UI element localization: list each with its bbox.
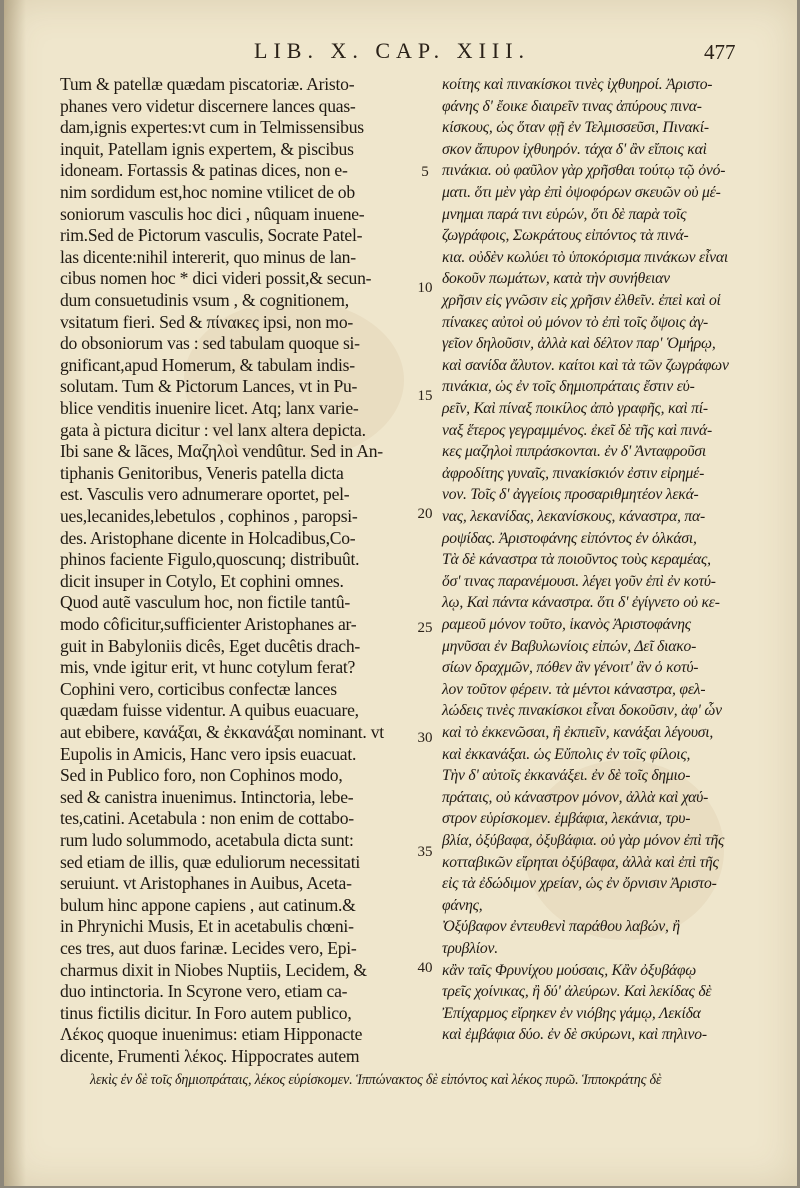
latin-text-line: dicit insuper in Cotylo, Et cophini omnes. xyxy=(60,570,344,591)
greek-text-line: μνημαι παρά τινι εὑρών, ὅτι δὲ παρὰ τοῖς xyxy=(442,205,687,223)
greek-text-line: ἀφροδίτης γυναῖς, πινακίσκιόν ἐστιν εἰρημέ- xyxy=(442,464,705,482)
latin-text-line: idoneam. Fortassis & patinas dices, non e- xyxy=(60,160,348,181)
latin-text-line: charmus dixit in Niobes Nuptiis, Lecidem, & xyxy=(60,959,367,980)
latin-text-line: phanes vero videtur discernere lances quas- xyxy=(60,95,356,116)
greek-text-line: ραμεοῦ μόνον τοῦτο, ἱκανὸς Ἀριστοφάνης xyxy=(442,616,691,633)
binding-shadow xyxy=(4,0,26,1186)
latin-text-line: dam,ignis expertes:vt cum in Telmissensibus xyxy=(60,117,364,138)
footer-line: λεκὶς ἐν δὲ τοῖς δημιοπράταις, λέκος εὑρίσκομεν. Ἱππώνακτος δὲ εἰπόντος καὶ λέκος πυρῶ. Ἱπποκράτης δὲ xyxy=(90,1072,662,1088)
latin-text-line: ues,lecanides,lebetulos , cophinos , paropsi- xyxy=(60,506,358,526)
latin-text-line: bulum hinc appone capiens , aut catinum.& xyxy=(60,894,356,915)
latin-text-line: vsitatum fieri. Sed & πίνακες ipsi, non mo- xyxy=(60,311,353,332)
latin-text-line: quædam fuisse videntur. A quibus euacuare, xyxy=(60,700,359,721)
latin-text-line: Λέκος quoque inuenimus: etiam Hipponacte xyxy=(60,1024,363,1045)
greek-text-line: σκον ἄπυρον ἰχθυηρόν. τάχα δ' ἂν εἴποις καὶ xyxy=(442,140,707,158)
latin-text-line: guit in Babyloniis dicês, Eget ducêtis drach- xyxy=(60,635,360,656)
greek-text-line: χρῆσιν εἰς γνῶσιν εἰς χρῆσιν ἐλθεῖν. ἐπεὶ καὶ οἱ xyxy=(442,292,721,309)
greek-text-line: Ἐπίχαρμος εἴρηκεν ἐν νιόβης γάμῳ, Λεκίδα xyxy=(442,1004,701,1022)
latin-text-line: in Phrynichi Musis, Et in acetabulis chœni- xyxy=(60,916,354,937)
greek-text-line: ρεῖν, Καὶ πίναξ ποικίλος ἀπὸ γραφῆς, καὶ πί- xyxy=(442,400,708,417)
latin-text-line: sed & canistra inuenimus. Intinctoria, lebe- xyxy=(60,786,354,807)
greek-text-line: φάνης, xyxy=(442,896,483,914)
latin-text-line: tinus fictilis dicitur. In Foro autem publico, xyxy=(60,1002,352,1023)
latin-text-line: seruiunt. vt Aristophanes in Auibus, Aceta- xyxy=(60,873,352,894)
line-number: 20 xyxy=(417,506,433,522)
greek-text-line: μηνῦσαι ἐν Βαβυλωνίοις εἰπών, Δεῖ διακο- xyxy=(442,637,697,655)
latin-text-line: gnificant,apud Homerum, & tabulam indis- xyxy=(60,354,355,375)
latin-text-line: Ibi sane & lãces, Μαζηλοὶ vendûtur. Sed in An- xyxy=(60,441,383,462)
greek-text-line: πινάκια, ὡς ἐν τοῖς δημιοπράταις ἔστιν εὑ- xyxy=(442,378,695,396)
line-number: 25 xyxy=(417,620,433,636)
greek-text-line: λῳ, Καὶ πάντα κάναστρα. ὅτι δ' ἐγίγνετο οὐ κε- xyxy=(442,594,720,612)
greek-text-line: Τὴν δ' αὐτοῖς ἐκκανάξει. ἐν δὲ τοῖς δημιο- xyxy=(442,767,691,785)
greek-text-line: δοκοῦν πωμάτων, κατὰ τὴν συνήθειαν xyxy=(442,270,670,288)
greek-text-line: νας, λεκανίδας, λεκανίσκους, κάναστρα, πα- xyxy=(442,508,705,525)
greek-text-line: ροψίδας. Ἀριστοφάνης εἰπόντος ἐν ὁλκάσι, xyxy=(442,529,697,547)
latin-text-line: Sed in Publico foro, non Cophinos modo, xyxy=(60,765,343,786)
page-number: 477 xyxy=(704,40,736,64)
book-page xyxy=(4,0,797,1186)
greek-text-line: σίων δραχμῶν, πόθεν ἂν γένοιτ' ἂν ὁ κοτύ- xyxy=(442,659,699,677)
greek-text-line: εἰς τὰ ἐδώδιμον χρείαν, ὡς ἐν ὄρνισιν Ἀριστο- xyxy=(442,875,717,893)
greek-text-line: τρεῖς χοίνικας, ἢ δύ' ἀλεύρων. Καὶ λεκίδας δὲ xyxy=(442,983,712,1001)
greek-text-line: βλία, ὀξύβαφα, ὀξυβάφια. οὐ γὰρ μόνον ἐπὶ τῆς xyxy=(442,832,725,849)
latin-text-line: Quod autẽ vasculum hoc, non fictile tantû- xyxy=(60,592,350,613)
line-number: 5 xyxy=(421,164,429,180)
latin-text-line: rim.Sed de Pictorum vasculis, Socrate Patel- xyxy=(60,225,363,246)
greek-text-line: ναξ ἕτερος γεγραμμένος. ἐκεῖ δὲ τῆς καὶ πινά- xyxy=(442,421,712,439)
latin-text-line: aut ebibere, κανάξαι, & ἐκκανάξαι nominant. vt xyxy=(60,722,384,742)
latin-text-line: ces tres, aut duos farinæ. Lecides vero, Epi- xyxy=(60,938,357,958)
greek-text-line: καὶ σανίδα ἄλυτον. καίτοι καὶ τὰ τῶν ζωγράφων xyxy=(442,356,729,374)
greek-text-line: φάνης δ' ἔοικε διαιρεῖν τινας ἀπύρους πινα- xyxy=(442,97,702,115)
greek-text-line: κες μαζηλοὶ πιπράσκονται. ἐν δ' Ἀνταφροῦσι xyxy=(442,443,706,461)
latin-text-line: rum ludo solummodo, acetabula dicta sunt: xyxy=(60,830,354,850)
greek-text-line: καὶ ἐμβάφια δύο. ἐν δὲ σκύρωνι, καὶ πηλινο- xyxy=(442,1026,707,1044)
latin-text-line: inquit, Patellam ignis expertem, & piscibus xyxy=(60,138,354,159)
greek-text-line: λώδεις τινὲς πινακίσκοι εἶναι δοκοῦσιν, ἀφ' ὧν xyxy=(442,702,722,720)
latin-text-line: tiphanis Genitoribus, Veneris patella dicta xyxy=(60,462,344,483)
latin-text-line: Eupolis in Amicis, Hanc vero ipsis euacuat. xyxy=(60,743,357,764)
line-number: 15 xyxy=(417,388,433,404)
latin-text-line: des. Aristophane dicente in Holcadibus,Co- xyxy=(60,527,356,548)
latin-text-line: modo côficitur,sufficienter Aristophanes ar- xyxy=(60,614,357,634)
greek-text-line: τρυβλίον. xyxy=(442,940,498,957)
latin-text-line: nim sordidum est,hoc nomine vtilicet de ob xyxy=(60,182,355,202)
latin-text-line: Cophini vero, corticibus confectæ lances xyxy=(60,678,337,699)
greek-text-line: λον τοῦτον φέρειν. τὰ μέντοι κάναστρα, φελ- xyxy=(442,680,706,698)
latin-text-line: dum consuetudinis vsum , & cognitionem, xyxy=(60,290,349,310)
greek-text-line: στρον εὑρίσκομεν. ἐμβάφια, λεκάνια, τρυ- xyxy=(442,810,691,828)
greek-text-line: πίνακες αὐτοὶ οὐ μόνον τὸ ἐπὶ τοῖς ὄψοις ἀγ- xyxy=(442,313,709,331)
line-number: 10 xyxy=(417,280,433,296)
latin-text-line: cibus nomen hoc * dici videri possit,& secun- xyxy=(60,268,372,289)
greek-text-line: νον. Τοῖς δ' ἀγγείοις προσαριθμητέον λεκά- xyxy=(442,486,699,504)
latin-text-line: dicente, Frumenti λέκος. Hippocrates autem xyxy=(60,1046,360,1066)
latin-text-line: solutam. Tum & Pictorum Lances, vt in Pu- xyxy=(60,376,358,397)
greek-text-line: κια. οὐδὲν κωλύει τὸ ὑποκόρισμα πινάκων εἶναι xyxy=(442,248,728,266)
latin-text-line: mis, vnde igitur erit, vt hunc cotylum ferat? xyxy=(60,657,356,678)
greek-text-line: καὶ τὸ ἐκκενῶσαι, ἢ ἐκπιεῖν, κανάξαι λέγουσι, xyxy=(442,724,714,741)
latin-text-line: Tum & patellæ quædam piscatoriæ. Aristo- xyxy=(60,74,355,94)
greek-text-line: κίσκους, ὡς ὅταν φῇ ἐν Τελμισσεῦσι, Πινακί- xyxy=(442,119,709,137)
line-number: 40 xyxy=(417,960,433,976)
greek-text-line: Τὰ δὲ κάναστρα τὰ ποιοῦντος τοὺς κεραμέας, xyxy=(442,551,711,569)
greek-text-line: πράταις, οὐ κάναστρον μόνον, ἀλλὰ καὶ χαύ- xyxy=(442,788,709,806)
running-title: LIB. X. CAP. XIII. xyxy=(254,38,531,63)
greek-text-line: πινάκια. οὐ φαῦλον γὰρ χρῆσθαι τούτῳ τῷ ὀνό- xyxy=(442,162,726,180)
greek-text-line: ζωγράφοις, Σωκράτους εἰπόντος τὰ πινά- xyxy=(442,227,689,245)
greek-text-line: ὅσ' τινας παρανέμουσι. λέγει γοῦν ἐπὶ ἐν κοτύ- xyxy=(442,572,716,590)
greek-text-line: κοίτης καὶ πινακίσκοι τινὲς ἰχθυηροί. Ἀριστο- xyxy=(442,76,713,93)
latin-text-line: gata à pictura dicitur : vel lanx altera depicta. xyxy=(60,419,366,440)
latin-text-line: duo intinctoria. In Scyrone vero, etiam ca- xyxy=(60,981,348,1002)
latin-text-line: tes,catini. Acetabula : non enim de cottabo- xyxy=(60,808,354,829)
latin-text-line: est. Vasculis vero adnumerare oportet, pel- xyxy=(60,484,350,505)
latin-text-line: soniorum vasculis hoc dici , nûquam inuene- xyxy=(60,203,365,224)
latin-text-line: blice venditis inuenire licet. Atq; lanx varie- xyxy=(60,398,359,418)
latin-text-line: sed etiam de illis, quæ eduliorum necessitati xyxy=(60,851,360,872)
latin-text-line: phinos faciente Figulo,quoscunq; distribuût. xyxy=(60,549,360,570)
line-number: 30 xyxy=(417,730,433,746)
greek-text-line: κοτταβικῶν εἴρηται ὀξύβαφα, ἀλλὰ καὶ ἐπὶ τῆς xyxy=(442,853,719,871)
line-number: 35 xyxy=(417,844,433,860)
greek-text-line: Ὀξύβαφον ἐντευθενὶ παράθου λαβών, ἢ xyxy=(442,918,680,936)
latin-text-line: do obsoniorum vas : sed tabulam quoque si- xyxy=(60,333,360,354)
greek-text-line: καὶ ἐκκανάξαι. ὡς Εὔπολις ἐν τοῖς φίλοις, xyxy=(442,745,691,763)
greek-text-line: ματι. ὅτι μὲν γὰρ ἐπὶ ὀψοφόρων σκευῶν οὐ μέ- xyxy=(442,184,721,201)
latin-text-line: las dicente:nihil intererit, quo minus de lan- xyxy=(60,246,356,267)
greek-text-line: γεῖον δηλοῦσιν, ἀλλὰ καὶ δέλτον παρ' Ὁμήρῳ, xyxy=(442,335,716,353)
greek-text-line: κἂν ταῖς Φρυνίχου μούσαις, Κἂν ὀξυβάφῳ xyxy=(442,961,697,979)
